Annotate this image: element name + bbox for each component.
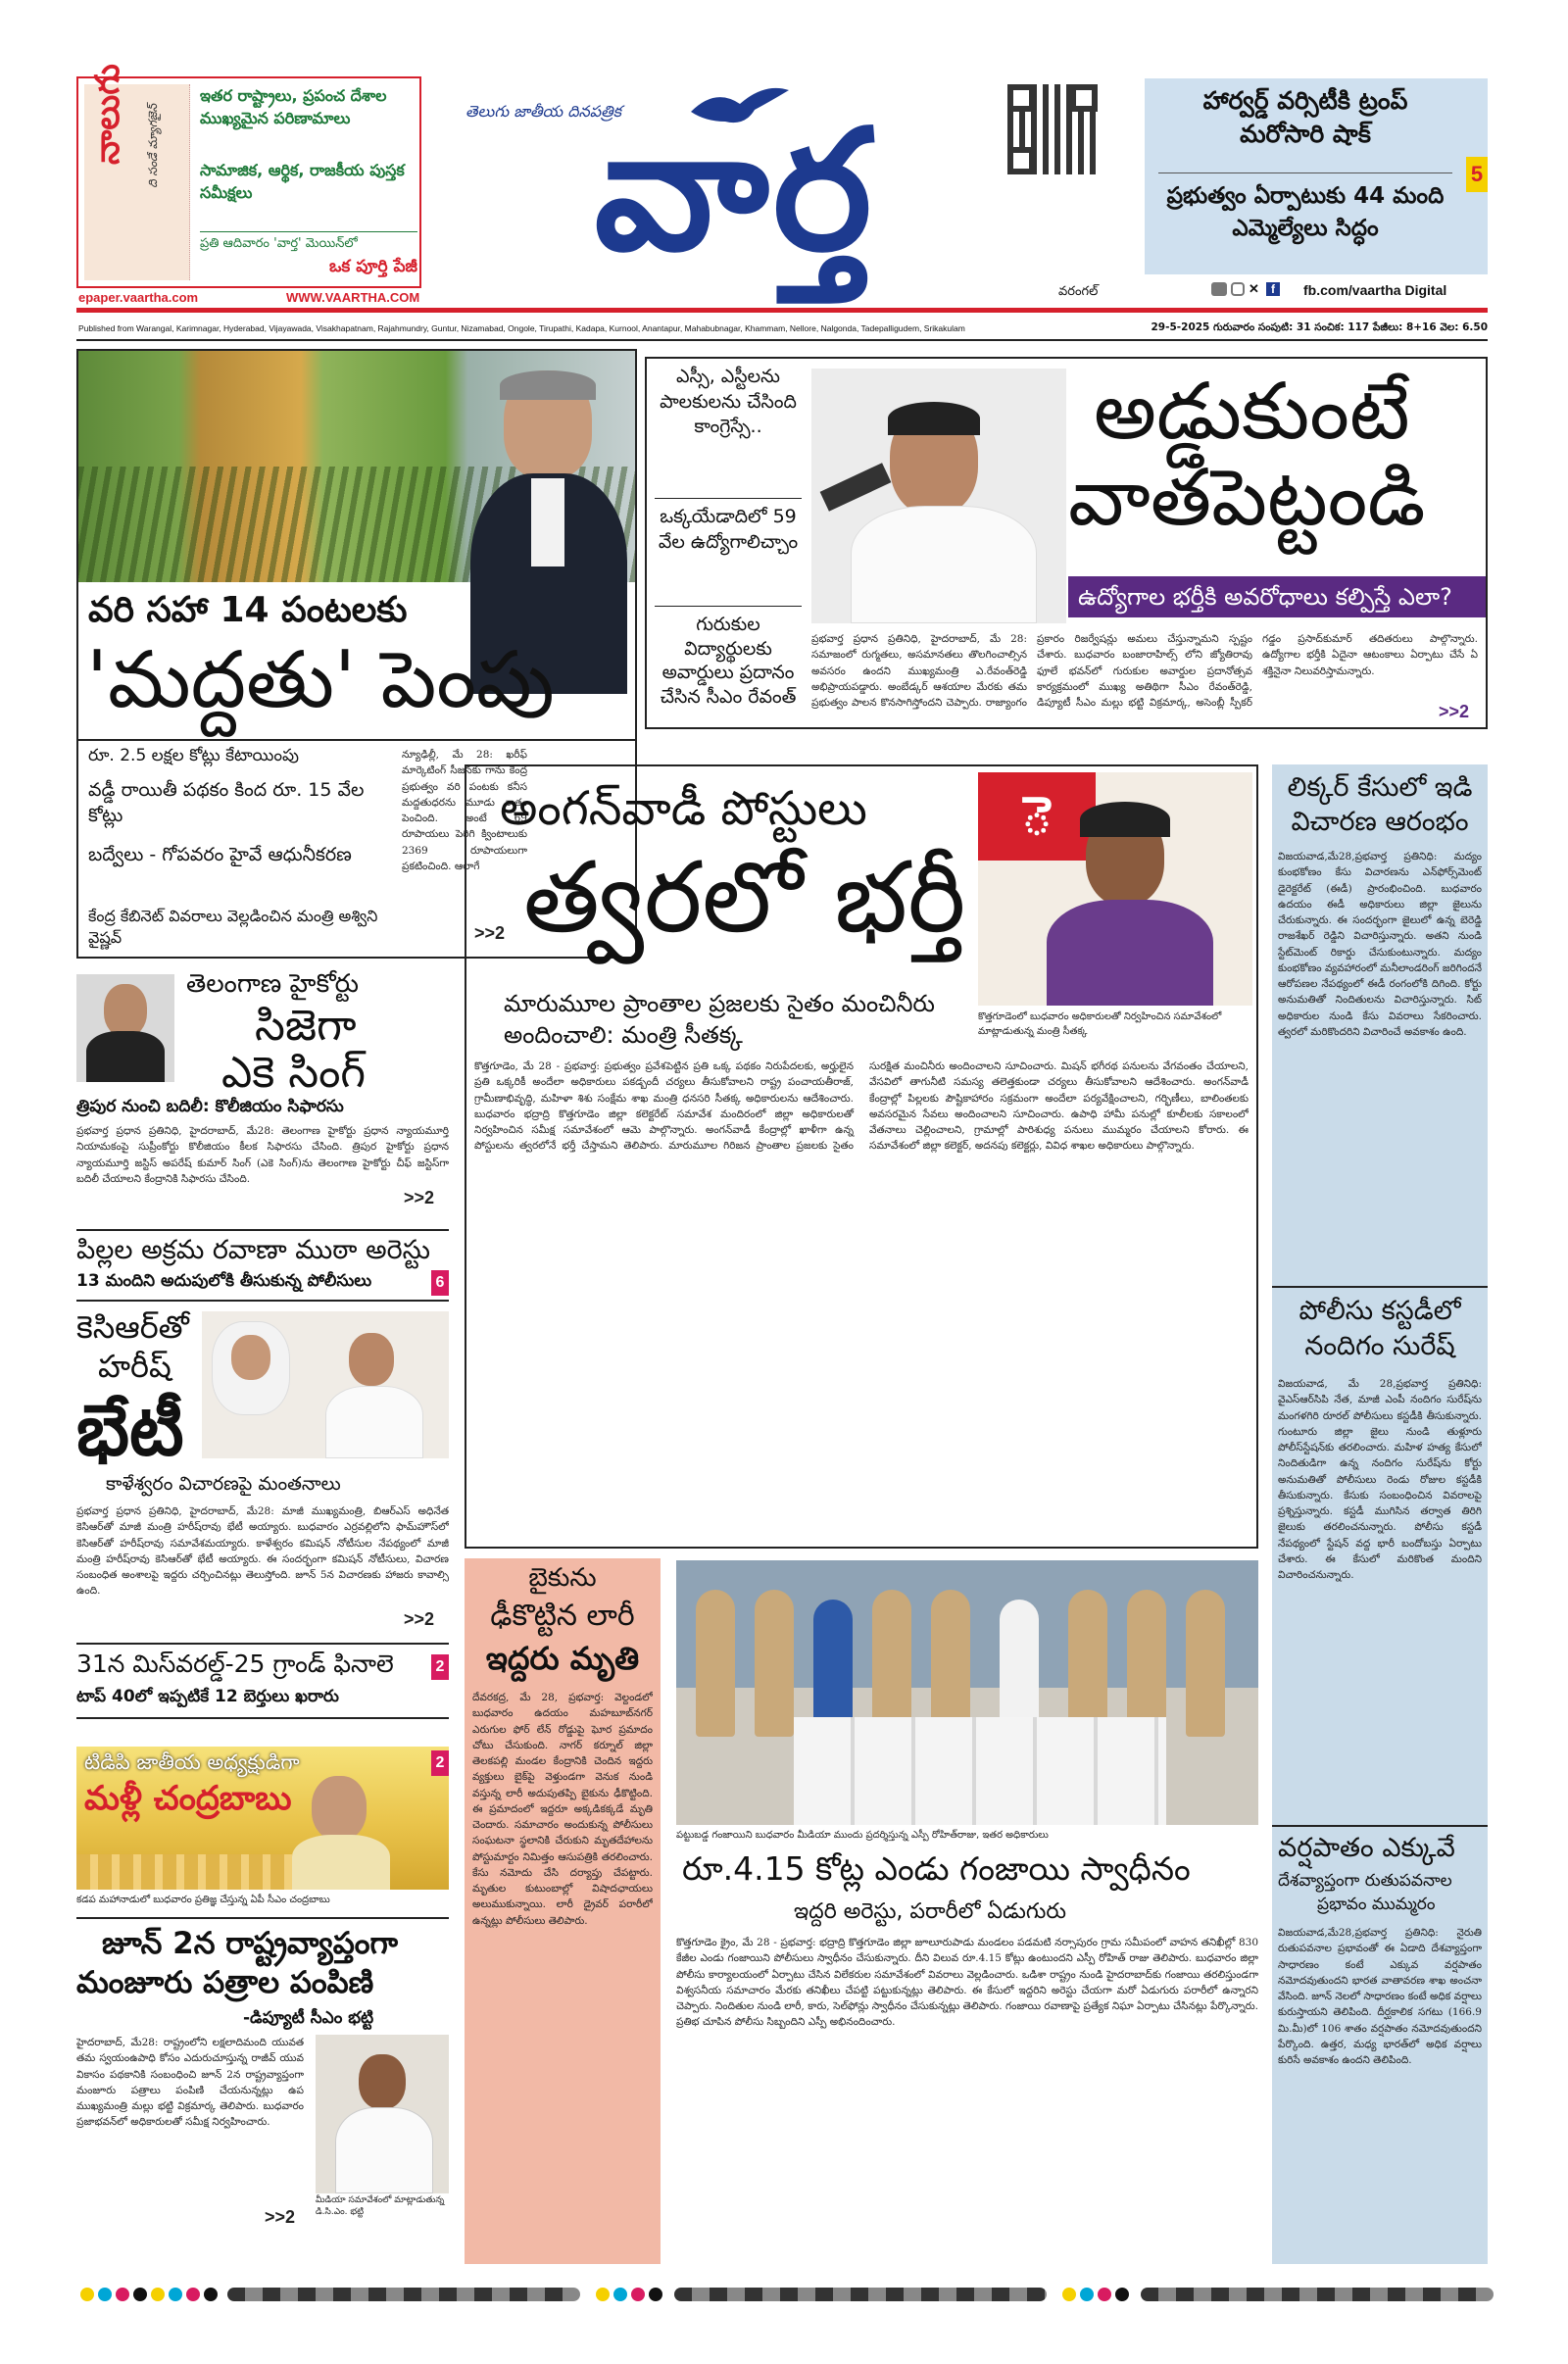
- dateline-rule: [76, 339, 1488, 341]
- epaper-url[interactable]: epaper.vaartha.com: [78, 290, 199, 305]
- liquor-story[interactable]: [1278, 770, 1482, 1282]
- instagram-icon[interactable]: [1231, 282, 1245, 296]
- loans-body: హైదరాబాద్, మే28: రాష్ట్రంలోని లక్షలాదిమంది యువత తమ స్వయంఉపాధి కోసం ఎదురుచూస్తున్న రాజీవ్ యువ వికాసం పథకానికి సంబంధించి జూన్ 2న రాష్ట్రవ్యాప్తంగా మంజూరు పత్రాలు పంపిణి చేయనున్నట్లు ఉప ముఖ్యమంత్రి మల్లు భట్టి విక్రమార్క తెలిపారు. బుధవారం ప్రజాభవన్‌లో అధికారులతో సమీక్ష నిర్వహించారు.: [76, 2037, 304, 2129]
- hc-headline-2: ఎకె సింగ్: [221, 1048, 367, 1098]
- lorry-story[interactable]: [465, 1558, 661, 2264]
- judge-photo: [76, 974, 174, 1082]
- x-icon[interactable]: ✕: [1249, 281, 1259, 296]
- kids-sub: 13 మందిని అదుపులోకి తీసుకున్న పోలీసులు: [76, 1271, 372, 1291]
- teaser-box[interactable]: [1145, 78, 1488, 274]
- teaser-headline-2: ప్రభుత్వం ఏర్పాటుకు 44 మంది ఎమ్మెల్యేలు సిద్ధం: [1166, 183, 1445, 242]
- edition-label: వరంగల్: [1058, 284, 1099, 299]
- rain-story[interactable]: [1278, 1833, 1482, 2260]
- kcr-headline-3: భేటీ: [76, 1389, 184, 1471]
- revanth-photo: [811, 369, 1066, 623]
- msp-body: న్యూఢిల్లీ, మే 28: ఖరీఫ్ మార్కెటింగ్ సీజన్‌కు గాను కేంద్ర ప్రభుత్వం వరి పంటకు కనీస మద్దతుధరను మూడు శాతం పెంచింది. అంటే 69 రూపాయలు పెరిగి క్వింటాలుకు 2369 రూపాయలుగా ప్రకటించింది. ఆలాగే: [402, 749, 527, 872]
- promo-logo-text: నాలుగు: [88, 64, 127, 165]
- kids-headline: పిల్లల అక్రమ రవాణా ముఠా అరెస్టు: [76, 1235, 430, 1265]
- social-handle[interactable]: fb.com/vaartha Digital: [1303, 282, 1447, 298]
- nandigam-story[interactable]: [1278, 1294, 1482, 1843]
- rain-body: విజయవాడ,మే28,ప్రభవార్త ప్రతినిధి: నైరుతి రుతుపవనాల ప్రభావంతో ఈ ఏడాది దేశవ్యాప్తంగా సాధారణం కంటే ఎక్కువ వర్షపాతం నమోదవుతుందని భారత వాతావరణ శాఖ అంచనా వేసింది. జూన్ నెలలో సాధారణం కంటే అధిక వర్షాలు కురుస్తాయని తెలిపింది. దీర్ఘకాలిక సగటు (166.9 మి.మీ)లో 106 శాతం వర్షపాతం నమోదవుతుందని పేర్కొంది. ఉత్తర, మధ్య భారత్‌లో అధిక వర్షాలు కురిసే అవకాశం ఉందని తెలిపింది.: [1278, 1927, 1482, 2067]
- anganwadi-caption: కొత్తగూడెంలో బుధవారం అధికారులతో నిర్వహించిన సమావేశంలో మాట్లాడుతున్న మంత్రి సీతక్క: [978, 1011, 1222, 1037]
- promo-item-1: ఇతర రాష్ట్రాలు, ప్రపంచ దేశాల ముఖ్యమైన పరిణామాలు: [200, 86, 387, 128]
- revanth-more[interactable]: >>2: [1439, 702, 1470, 721]
- ganja-sub: ఇద్దరి అరెస్టు, పరారీలో ఏడుగురు: [794, 1899, 1066, 1924]
- msp-bullet-1: రూ. 2.5 లక్షల కోట్లు కేటాయింపు: [88, 746, 299, 765]
- revanth-sidebar-1: ఎస్సీ, ఎస్టీలను పాలకులను చేసింది కాంగ్రెస్సే..: [660, 366, 797, 438]
- lorry-headline-2: ఇద్దరు మృతి: [485, 1640, 640, 1677]
- masthead-rule: [76, 308, 1488, 313]
- ganja-body: కొత్తగూడెం క్రైం, మే 28 - ప్రభవార్త: భద్రాద్రి కొత్తగూడెం జిల్లా జూలూరుపాడు మండలం పడమటి నర్సాపురం గ్రామ సమీపంలో వాహన తనిఖీల్లో 830 కేజీల ఎండు గంజాయిని పోలీసులు స్వాధీనం చేసుకున్నారు. దీని విలువ రూ.4.15 కోట్లు ఉంటుందని ఎస్పీ రోహిత్ రాజు తెలిపారు. బుధవారం జిల్లా పోలీసు కార్యాలయంలో ఏర్పాటు చేసిన విలేకరుల సమావేశంలో వివరాలు వెల్లడించారు. ఒడిశా రాష్ట్రం నుండి హైదరాబాద్‌కు గంజాయి తరలిస్తుండగా విశ్వసనీయ సమాచారం మేరకు తనిఖీలు చేపట్టి పట్టుకున్నట్లు తెలిపారు. ఈ కేసులో ఇద్దరిని అరెస్టు చేయగా మరో ఏడుగురు పరారీలో ఉన్నారని చెప్పారు. నిందితుల నుండి లారీ, కారు, సెల్‌ఫోన్లు స్వాధీనం చేసుకున్నట్లు తెలిపారు. గంజాయి రవాణాపై ప్రత్యేక నిఘా ఏర్పాటు చేసినట్లు పేర్కొన్నారు. ప్రతిభ చూపిన పోలీసు సిబ్బందిని ఎస్పీ అభినందించారు.: [676, 1937, 1258, 2029]
- ganja-photo: [676, 1560, 1258, 1825]
- revanth-headline-1: అడ్డుకుంటే: [1094, 366, 1410, 457]
- promo-logo: [84, 64, 190, 280]
- masthead-tagline: తెలుగు జాతీయ దినపత్రిక: [466, 102, 621, 121]
- kids-story[interactable]: [76, 1233, 449, 1298]
- rain-sub-2: ప్రభావం ముమ్మరం: [1317, 1895, 1436, 1914]
- msp-bullet-3: బద్వేలు - గోపవరం హైవే ఆధునీకరణ: [88, 844, 352, 865]
- teaser-page-tag: 5: [1466, 157, 1488, 192]
- kcr-story[interactable]: [76, 1309, 449, 1639]
- msp-more[interactable]: >>2: [474, 923, 506, 943]
- anganwadi-kicker: అంగన్‌వాడీ పోస్టులు: [500, 781, 867, 836]
- kcr-headline-2: హరీష్: [98, 1348, 172, 1385]
- kcr-photo: [202, 1311, 449, 1458]
- hc-headline-1: సిజెగా: [255, 1001, 357, 1051]
- revanth-headline-2: వాతపెట్టండి: [1068, 452, 1426, 543]
- hc-kicker: తెలంగాణ హైకోర్టు: [186, 969, 360, 999]
- tdp-headline-1: టిడిపి జాతీయ అధ్యక్షుడిగా: [84, 1750, 300, 1774]
- tdp-page-tag: 2: [431, 1750, 449, 1776]
- revanth-strap: ఉద్యోగాల భర్తీకి అవరోధాలు కల్పిస్తే ఎలా?: [1068, 576, 1486, 617]
- loans-byline: -డిప్యూటీ సీఎం భట్టి: [243, 2008, 374, 2028]
- msp-kicker: వరి సహా 14 పంటలకు: [88, 590, 408, 630]
- ganja-headline: రూ.4.15 కోట్ల ఎండు గంజాయి స్వాధీనం: [682, 1849, 1191, 1888]
- promo-footer-2: ఒక పూర్తి పేజీ: [329, 257, 417, 276]
- msp-bullet-2: వడ్డీ రాయితీ పథకం కింద రూ. 15 వేల కోట్లు: [88, 779, 365, 826]
- website-url[interactable]: WWW.VAARTHA.COM: [286, 290, 420, 305]
- revanth-story[interactable]: [645, 357, 1488, 729]
- hc-body: ప్రభవార్త ప్రధాన ప్రతినిధి, హైదరాబాద్, మే28: తెలంగాణ హైకోర్టు ప్రధాన న్యాయమూర్తి నియామకంపై సుప్రీంకోర్టు కొలీజియం కీలక సిఫారసు చేసింది. త్రిపుర హైకోర్టు ప్రధాన న్యాయమూర్తి జస్టిస్ అపరేష్ కుమార్ సింగ్ (ఎకె సింగ్)ను తెలంగాణ హైకోర్టు చీఫ్ జస్టిస్‌గా బదిలీ చేయాలని కేంద్రానికి సిఫారసు చేసింది.: [76, 1125, 449, 1185]
- loans-story[interactable]: [76, 1927, 449, 2239]
- kids-page-tag: 6: [431, 1270, 449, 1296]
- revanth-body: ప్రభవార్త ప్రధాన ప్రతినిధి, హైదరాబాద్, మే 28: సమాజంలో రుగ్మతలు, అసమానతలు తొలగించాల్సిన అవసరం ఉందని ముఖ్యమంత్రి ఎ.రేవంత్‌రెడ్డి అభిప్రాయపడ్డారు. అంబేడ్కర్ ఆశయాల మేరకు తమ ప్రభుత్వం పాలన కొనసాగిస్తోందని చెప్పారు. రాజ్యాంగం ప్రకారం రిజర్వేషన్లు అమలు చేస్తున్నామని స్పష్టం చేశారు. బుధవారం బంజారాహిల్స్ లోని జ్యోతిరావు ఫూలే భవన్‌లో గురుకుల అవార్డుల ప్రదానోత్సవ కార్యక్రమంలో ముఖ్య అతిథిగా సీఎం రేవంత్‌రెడ్డి, డిప్యూటీ సీఎం మల్లు భట్టి విక్రమార్క, అసెంబ్లీ స్పీకర్ గడ్డం ప్రసాద్‌కుమార్ తదితరులు పాల్గొన్నారు. ఉద్యోగాల భర్తీకి ఏదైనా ఆటంకాలు ఏర్పాటు చేసే ఏ శక్తినైనా నిలువరిస్తామన్నారు.: [811, 633, 1478, 710]
- hc-sub: త్రిపుర నుంచి బదిలీ: కొలీజియం సిఫారసు: [76, 1097, 344, 1116]
- facebook-icon[interactable]: f: [1266, 282, 1280, 296]
- liquor-body: విజయవాడ,మే28,ప్రభవార్త ప్రతినిధి: మద్యం కుంభకోణం కేసు విచారణను ఎన్‌ఫోర్స్‌మెంట్ డైరెక్టరేట్ (ఈడీ) ప్రారంభించింది. బుధవారం ఉదయం ఈడీ అధికారులు జిల్లా జైలును చేరుకున్నారు. ఈ సందర్భంగా జైలులో ఉన్న బెరెడ్డి రాజశేఖర్ రెడ్డిని విచారిస్తున్నారు. అతని నుండి స్టేట్‌మెంట్ రికార్డు చేసుకుంటున్నారు. మద్యం కుంభకోణం వ్యవహారంలో మనీలాండరింగ్ జరిగిందనే ఆరోపణల నేపథ్యంలో ఈడీ రంగంలోకి దిగింది. కోర్టు అనుమతితో నిందితులను విచారిస్తున్నారు. సిట్ అధికారుల నుండి కేసు వివరాలు సేకరించారు. త్వరలో మరికొందరిని విచారించే అవకాశం ఉంది.: [1278, 851, 1482, 1038]
- revanth-sidebar-2: ఒక్కయేడాదిలో 59 వేల ఉద్యోగాలిచ్చాం: [655, 498, 802, 555]
- miss-world-page-tag: 2: [431, 1654, 449, 1680]
- revanth-sidebar-3: గురుకుల విద్యార్థులకు అవార్డులు ప్రదానం చేసిన సీఎం రేవంత్: [655, 606, 802, 710]
- ganja-caption: పట్టుబడ్డ గంజాయిని బుధవారం మీడియా ముందు ప్రదర్శిస్తున్న ఎస్పీ రోహిత్‌రాజు, ఇతర అధికారులు: [676, 1830, 1049, 1841]
- seethakka-photo: ె: [978, 772, 1252, 1006]
- anganwadi-story[interactable]: [465, 764, 1258, 1549]
- lorry-headline-1: ఢీకొట్టిన లారీ: [490, 1599, 635, 1633]
- miss-world-sub: టాప్ 40లో ఇప్పటికే 12 బెర్తులు ఖరారు: [76, 1687, 339, 1706]
- liquor-headline: లిక్కర్ కేసులో ఇడి విచారణ ఆరంభం: [1287, 772, 1473, 838]
- lorry-kicker: బైకును: [528, 1563, 597, 1593]
- promo-logo-sub: ది సండే మ్యాగజైన్: [146, 104, 160, 188]
- miss-world-headline: 31న మిస్‌వరల్డ్-25 గ్రాండ్ ఫినాలె: [76, 1650, 394, 1678]
- kcr-more[interactable]: >>2: [404, 1609, 435, 1629]
- bhatti-photo: [316, 2035, 449, 2193]
- kcr-headline-1: కెసిఆర్‌తో: [76, 1308, 189, 1346]
- masthead-title: వార్త: [594, 94, 876, 288]
- qr-code[interactable]: [1007, 84, 1098, 174]
- tdp-caption: కడప మహానాడులో బుధవారం ప్రతిజ్ఞ చేస్తున్న ఏపీ సీఎం చంద్రబాబు: [76, 1895, 330, 1905]
- promo-box: [76, 64, 421, 288]
- hc-story[interactable]: [76, 970, 449, 1227]
- rain-sub-1: దేశవ్యాప్తంగా రుతుపవనాల: [1278, 1871, 1452, 1891]
- promo-item-2: సామాజిక, ఆర్థిక, రాజకీయ పుస్తక సమీక్షలు: [200, 161, 405, 203]
- kcr-body: ప్రభవార్త ప్రధాన ప్రతినిధి, హైదరాబాద్, మే28: మాజీ ముఖ్యమంత్రి, బిఆర్‌ఎస్ అధినేత కెసిఆర్‌తో మాజీ మంత్రి హరీష్‌రావు భేటీ అయ్యారు. బుధవారం ఎర్రవల్లిలోని ఫామ్‌హౌస్‌లో కెసిఆర్‌తో హరీష్‌రావు సమావేశమయ్యారు. కాళేశ్వరం కమిషన్ నోటీసుల నేపథ్యంలో మాజీ మంత్రి హరీష్‌రావు కెసిఆర్‌తో భేటీ అయ్యారు. ఈ సందర్భంగా కమిషన్ నోటీసులు, విచారణ సంబంధిత అంశాలపై ఇద్దరు చర్చించినట్లు తెలుస్తోంది. జూన్ 5న విచారణకు హాజరు కావాల్సి ఉంది.: [76, 1505, 449, 1598]
- anganwadi-headline: త్వరలో భర్తీ: [523, 840, 966, 955]
- loans-headline-1: జూన్ 2న రాష్ట్రవ్యాప్తంగా: [102, 1926, 399, 1961]
- ganja-story[interactable]: [676, 1560, 1258, 2256]
- loans-headline-2: మంజూరు పత్రాల పంపిణి: [76, 1965, 374, 2000]
- tdp-headline-2: మళ్లీ చంద్రబాబు: [84, 1779, 292, 1818]
- anganwadi-sub: మారుమూల ప్రాంతాల ప్రజలకు సైతం మంచినీరు అందించాలి: మంత్రి సీతక్క: [504, 990, 935, 1050]
- loans-more[interactable]: >>2: [265, 2207, 296, 2227]
- nandigam-headline: పోలీసు కస్టడీలో నందిగం సురేష్: [1298, 1296, 1461, 1362]
- tdp-story[interactable]: [76, 1747, 449, 1909]
- msp-bullet-4: కేంద్ర కేబినెట్ వివరాలు వెల్లడించిన మంత్రి అశ్విని వైష్ణవ్: [88, 907, 378, 947]
- kcr-sub: కాళేశ్వరం విచారణపై మంతనాలు: [106, 1473, 341, 1495]
- social-icons[interactable]: [1211, 282, 1280, 296]
- youtube-icon[interactable]: [1211, 282, 1227, 296]
- rain-headline: వర్షపాతం ఎక్కువే: [1278, 1833, 1455, 1863]
- teaser-headline-1: హార్వర్డ్ వర్సిటీకి ట్రంప్ మరోసారి షాక్: [1202, 86, 1408, 148]
- promo-footer-1: ప్రతి ఆదివారం 'వార్త' మెయిన్‌లో: [200, 231, 417, 254]
- msp-headline: 'మద్దతు' పెంపు: [86, 634, 555, 725]
- published-from: Published from Warangal, Karimnagar, Hyderabad, Vijayawada, Visakhapatnam, Rajahmundry, Guntur, Nizamabad, Ongole, Tirupathi, Kadapa, Kurnool, Anantapur, Mahabubnagar, Khammam, Nellore, Nalgonda, Tadepalligudem, Srikakulam: [78, 323, 965, 333]
- anganwadi-body: కొత్తగూడెం, మే 28 - ప్రభవార్త: ప్రభుత్వం ప్రవేశపెట్టిన ప్రతి ఒక్క పథకం నిరుపేదలకు, అర్హులైన ప్రతి ఒక్కరికీ అందేలా అధికారులు పకడ్బందీ చర్యలు తీసుకోవాలని రాష్ట్ర పంచాయతీరాజ్, గ్రామీణాభివృద్ధి, మహిళా శిశు సంక్షేమ శాఖ మంత్రి ధనసరి సీతక్క అధికారులను ఆదేశించారు. బుధవారం భద్రాద్రి కొత్తగూడెం జిల్లా కలెక్టరేట్ సమావేశ మందిరంలో జిల్లా అధికారులతో నిర్వహించిన సమీక్ష సమావేశంలో ఆమె పాల్గొన్నారు. అంగన్‌వాడీ కేంద్రాల్లో ఖాళీగా ఉన్న పోస్టులను త్వరలోనే భర్తీ చేస్తామని తెలిపారు. మారుమూల గిరిజన ప్రాంతాల ప్రజలకు సైతం సురక్షిత మంచినీరు అందించాలని సూచించారు. మిషన్ భగీరథ పనులను వేగవంతం చేయాలని, వేసవిలో తాగునీటి సమస్య తలెత్తకుండా చర్యలు తీసుకోవాలని ఆదేశించారు. అంగన్‌వాడీ కేంద్రాల్లో పిల్లలకు పౌష్టికాహారం సక్రమంగా అందేలా పర్యవేక్షించాలని, గర్భిణీలు, బాలింతలకు అవసరమైన సేవలు అందించాలని సూచించారు. ఉపాధి హామీ పనుల్లో కూలీలకు సకాలంలో వేతనాలు చెల్లించాలని, గ్రామాల్లో పారిశుధ్య పనులు ముమ్మరం చేయాలని కోరారు. ఈ సమావేశంలో జిల్లా కలెక్టర్, అదనపు కలెక్టర్లు, వివిధ శాఖల అధికారులు పాల్గొన్నారు.: [474, 1060, 1249, 1153]
- lorry-body: దేవరకద్ర, మే 28, ప్రభవార్త: వెల్దండలో బుధవారం ఉదయం మహబూబ్‌నగర్ ఎరుగుల ఫోర్ లేన్ రోడ్డుపై ఘోర ప్రమాదం చోటు చేసుకుంది. నాగర్ కర్నూల్ జిల్లా తెలకపల్లి మండల కేంద్రానికి చెందిన ఇద్దరు వ్యక్తులు బైక్‌పై వెళ్తుండగా వెనుక నుండి వస్తున్న లారీ అదుపుతప్పి బైకును ఢీకొట్టింది. ఈ ప్రమాదంలో ఇద్దరూ అక్కడికక్కడే మృతి చెందారు. సమాచారం అందుకున్న పోలీసులు సంఘటనా స్థలానికి చేరుకుని మృతదేహాలను పోస్టుమార్టం నిమిత్తం ఆసుపత్రికి తరలించారు. కేసు నమోదు చేసి దర్యాప్తు చేపట్టారు. మృతుల కుటుంబాల్లో విషాదఛాయలు అలుముకున్నాయి. లారీ డ్రైవర్ పరారీలో ఉన్నట్లు పోలీసులు తెలిపారు.: [472, 1692, 653, 1927]
- dateline: 29-5-2025 గురువారం సంపుటి: 31 సంచిక: 117 పేజీలు: 8+16 వెల: 6.50: [1151, 321, 1488, 333]
- nandigam-body: విజయవాడ, మే 28,ప్రభవార్త ప్రతినిధి: వైఎస్ఆర్‌సిపి నేత, మాజీ ఎంపీ నందిగం సురేష్‌ను మంగళగిరి రూరల్ పోలీసులు కస్టడీకి తీసుకున్నారు. గుంటూరు జిల్లా జైలు నుండి తుళ్లూరు పోలీస్‌స్టేషన్‌కు తరలించారు. మహిళ హత్య కేసులో నిందితుడిగా ఉన్న నందిగం సురేష్‌ను కోర్టు అనుమతితో పోలీసులు రెండు రోజుల కస్టడీకి తీసుకున్నారు. కేసుకు సంబంధించిన వివరాలపై ప్రశ్నిస్తున్నారు. కస్టడీ ముగిసిన తర్వాత తిరిగి జైలుకు తరలించనున్నారు. పోలీసు కస్టడీ నేపథ్యంలో స్టేషన్ వద్ద భారీ బందోబస్తు ఏర్పాటు చేశారు. ఈ కేసులో మరికొంత మందిని విచారించనున్నారు.: [1278, 1378, 1482, 1582]
- hc-more[interactable]: >>2: [404, 1188, 435, 1207]
- miss-world-story[interactable]: [76, 1649, 449, 1713]
- loans-caption: మీడియా సమావేశంలో మాట్లాడుతున్న డి.సి.ఎం. భట్టి: [316, 2195, 445, 2217]
